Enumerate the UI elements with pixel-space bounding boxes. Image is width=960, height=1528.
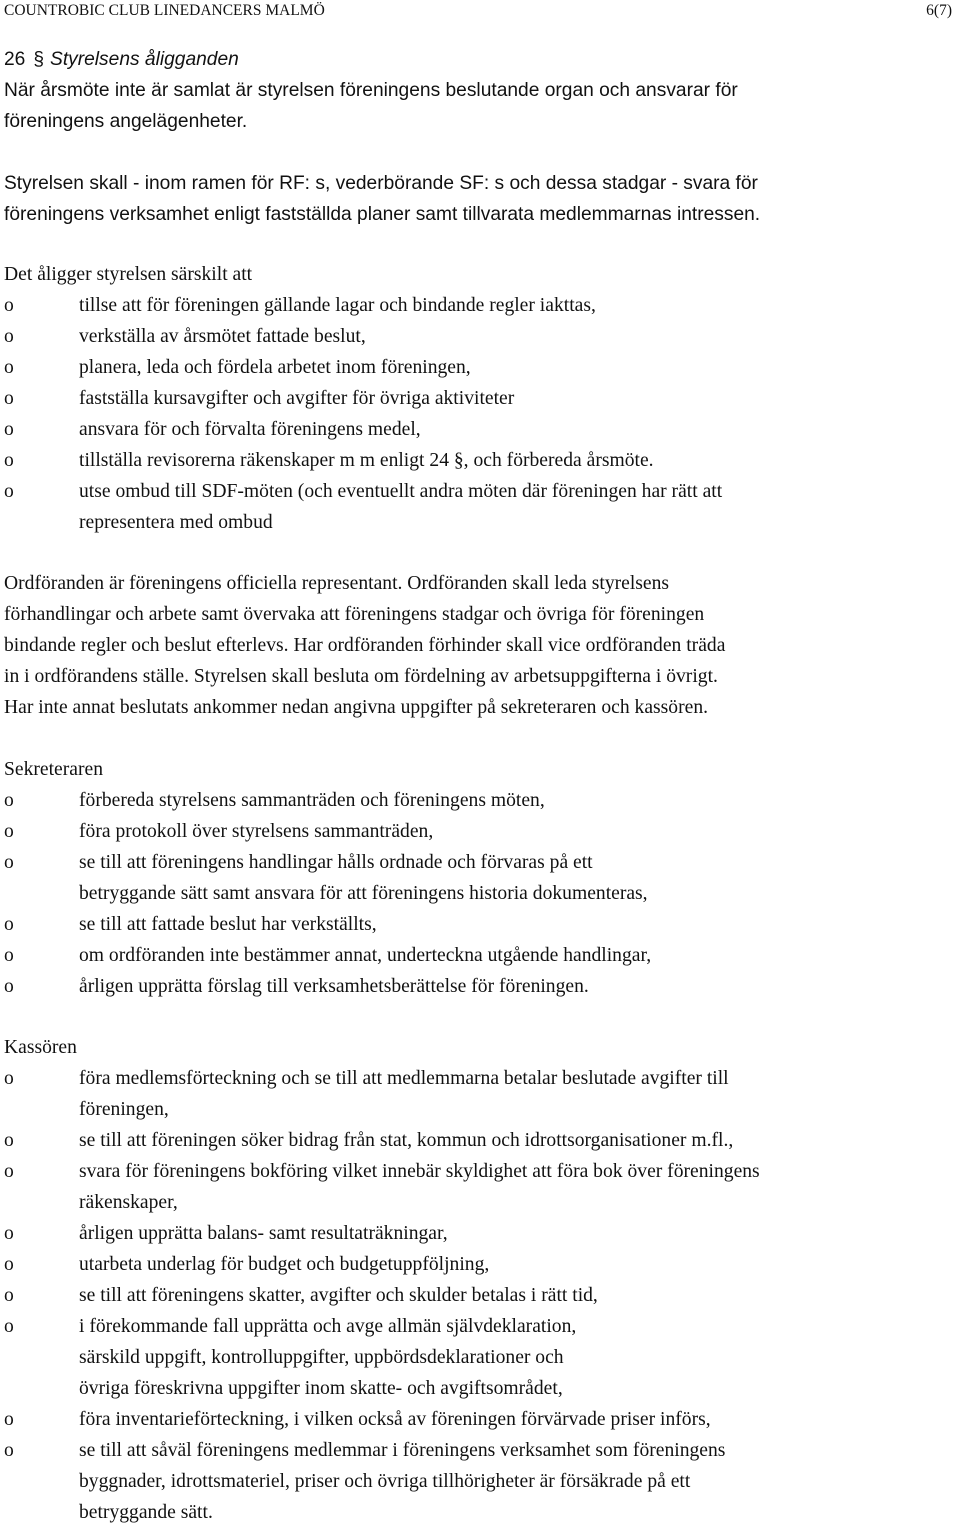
list-item-text: se till att föreningens handlingar hålls ordnade och förvaras på ett <box>79 852 593 873</box>
list-item-text: i förekommande fall upprätta och avge allmän självdeklaration, <box>79 1316 577 1337</box>
header-org-name: COUNTROBIC CLUB LINEDANCERS MALMÖ <box>4 2 325 19</box>
list-item-text: föra protokoll över styrelsens sammanträden, <box>79 821 434 842</box>
section-symbol: § <box>33 49 45 70</box>
bullet-marker: o <box>4 1254 14 1275</box>
bullet-marker: o <box>4 1130 14 1151</box>
list-item <box>4 971 954 1002</box>
mandate-paragraph <box>4 168 954 230</box>
list-item <box>4 445 954 476</box>
list-item-text: årligen upprätta förslag till verksamhetsberättelse för föreningen. <box>79 976 589 997</box>
list-item-text: föreningen, <box>79 1099 169 1120</box>
list-item-text: se till att fattade beslut har verkställts, <box>79 914 377 935</box>
list-item <box>4 1280 954 1311</box>
list-item <box>4 1156 954 1218</box>
list-item <box>4 321 954 352</box>
list-item-text: särskild uppgift, kontrolluppgifter, uppbördsdeklarationer och <box>79 1347 564 1368</box>
list-item-text: tillse att för föreningen gällande lagar och bindande regler iakttas, <box>79 295 596 316</box>
list-item-text: se till att föreningen söker bidrag från stat, kommun och idrottsorganisationer m.fl., <box>79 1130 734 1151</box>
list-item-text: föra medlemsförteckning och se till att medlemmarna betalar beslutade avgifter till <box>79 1068 729 1089</box>
secretary-label: Sekreteraren <box>4 759 103 780</box>
list-item-text: om ordföranden inte bestämmer annat, underteckna utgående handlingar, <box>79 945 652 966</box>
bullet-marker: o <box>4 388 14 409</box>
list-item-text: utarbeta underlag för budget och budgetuppföljning, <box>79 1254 490 1275</box>
list-item <box>4 476 954 538</box>
list-item <box>4 1435 954 1528</box>
list-item <box>4 1249 954 1280</box>
treasurer-list <box>4 1063 954 1528</box>
chair-line: in i ordförandens ställe. Styrelsen skall besluta om fördelning av arbetsuppgifterna i övrigt. <box>4 666 718 687</box>
chair-line: Har inte annat beslutats ankommer nedan angivna uppgifter på sekreteraren och kassören. <box>4 697 709 718</box>
list-item <box>4 352 954 383</box>
bullet-marker: o <box>4 914 14 935</box>
chair-line: förhandlingar och arbete samt övervaka att föreningens stadgar och övriga för föreningen <box>4 604 705 625</box>
list-item-text: betryggande sätt samt ansvara för att föreningens historia dokumenteras, <box>79 883 648 904</box>
bullet-marker: o <box>4 945 14 966</box>
duties-section <box>4 259 954 538</box>
mandate-line: föreningens verksamhet enligt fastställda planer samt tillvarata medlemmarnas intressen. <box>4 204 761 225</box>
list-item <box>4 816 954 847</box>
section-title: Styrelsens åligganden <box>50 49 239 70</box>
list-item-text: årligen upprätta balans- samt resultaträkningar, <box>79 1223 448 1244</box>
section-number: 26 <box>4 49 26 70</box>
bullet-marker: o <box>4 1068 14 1089</box>
list-item <box>4 847 954 909</box>
bullet-marker: o <box>4 790 14 811</box>
bullet-marker: o <box>4 1223 14 1244</box>
bullet-marker: o <box>4 326 14 347</box>
list-item-text: se till att såväl föreningens medlemmar i föreningens verksamhet som föreningens <box>79 1440 726 1461</box>
bullet-marker: o <box>4 419 14 440</box>
list-item-text: förbereda styrelsens sammanträden och föreningens möten, <box>79 790 545 811</box>
secretary-list <box>4 785 954 1002</box>
chair-line: Ordföranden är föreningens officiella representant. Ordföranden skall leda styrelsens <box>4 573 670 594</box>
bullet-marker: o <box>4 821 14 842</box>
chair-paragraph <box>4 568 954 723</box>
list-item <box>4 1404 954 1435</box>
chair-line: bindande regler och beslut efterlevs. Har ordföranden förhinder skall vice ordföranden träda <box>4 635 726 656</box>
treasurer-section <box>4 1032 954 1528</box>
list-item-text: föra inventarieförteckning, i vilken också av föreningen förvärvade priser införs, <box>79 1409 711 1430</box>
bullet-marker: o <box>4 481 14 502</box>
bullet-marker: o <box>4 1409 14 1430</box>
list-item-text: utse ombud till SDF-möten (och eventuellt andra möten där föreningen har rätt att <box>79 481 723 502</box>
secretary-section <box>4 754 954 1002</box>
list-item <box>4 290 954 321</box>
list-item <box>4 1311 954 1404</box>
list-item <box>4 940 954 971</box>
list-item <box>4 785 954 816</box>
header-page-number: 6(7) <box>926 2 952 19</box>
bullet-marker: o <box>4 1161 14 1182</box>
list-item <box>4 414 954 445</box>
list-item <box>4 383 954 414</box>
duties-label: Det åligger styrelsen särskilt att <box>4 264 253 285</box>
list-item <box>4 1218 954 1249</box>
list-item-text: planera, leda och fördela arbetet inom föreningen, <box>79 357 471 378</box>
intro-paragraph <box>4 75 954 137</box>
list-item <box>4 1125 954 1156</box>
bullet-marker: o <box>4 1440 14 1461</box>
bullet-marker: o <box>4 295 14 316</box>
mandate-line: Styrelsen skall - inom ramen för RF: s, vederbörande SF: s och dessa stadgar - svara för <box>4 173 758 194</box>
bullet-marker: o <box>4 1285 14 1306</box>
list-item-text: se till att föreningens skatter, avgifter och skulder betalas i rätt tid, <box>79 1285 598 1306</box>
list-item-text: svara för föreningens bokföring vilket innebär skyldighet att föra bok över föreningens <box>79 1161 760 1182</box>
bullet-marker: o <box>4 357 14 378</box>
bullet-marker: o <box>4 852 14 873</box>
section-heading <box>4 44 239 75</box>
list-item-text: betryggande sätt. <box>79 1502 213 1523</box>
bullet-marker: o <box>4 1316 14 1337</box>
list-item <box>4 909 954 940</box>
intro-line: När årsmöte inte är samlat är styrelsen föreningens beslutande organ och ansvarar för <box>4 80 738 101</box>
page-header <box>4 2 956 22</box>
list-item-text: ansvara för och förvalta föreningens medel, <box>79 419 421 440</box>
list-item-text: övriga föreskrivna uppgifter inom skatte- och avgiftsområdet, <box>79 1378 563 1399</box>
list-item-text: fastställa kursavgifter och avgifter för övriga aktiviteter <box>79 388 515 409</box>
bullet-marker: o <box>4 450 14 471</box>
treasurer-label: Kassören <box>4 1037 77 1058</box>
list-item <box>4 1063 954 1125</box>
list-item-text: representera med ombud <box>79 512 273 533</box>
list-item-text: byggnader, idrottsmateriel, priser och övriga tillhörigheter är försäkrade på ett <box>79 1471 691 1492</box>
intro-line: föreningens angelägenheter. <box>4 111 248 132</box>
duties-list <box>4 290 954 538</box>
list-item-text: räkenskaper, <box>79 1192 178 1213</box>
list-item-text: tillställa revisorerna räkenskaper m m enligt 24 §, och förbereda årsmöte. <box>79 450 654 471</box>
bullet-marker: o <box>4 976 14 997</box>
list-item-text: verkställa av årsmötet fattade beslut, <box>79 326 366 347</box>
